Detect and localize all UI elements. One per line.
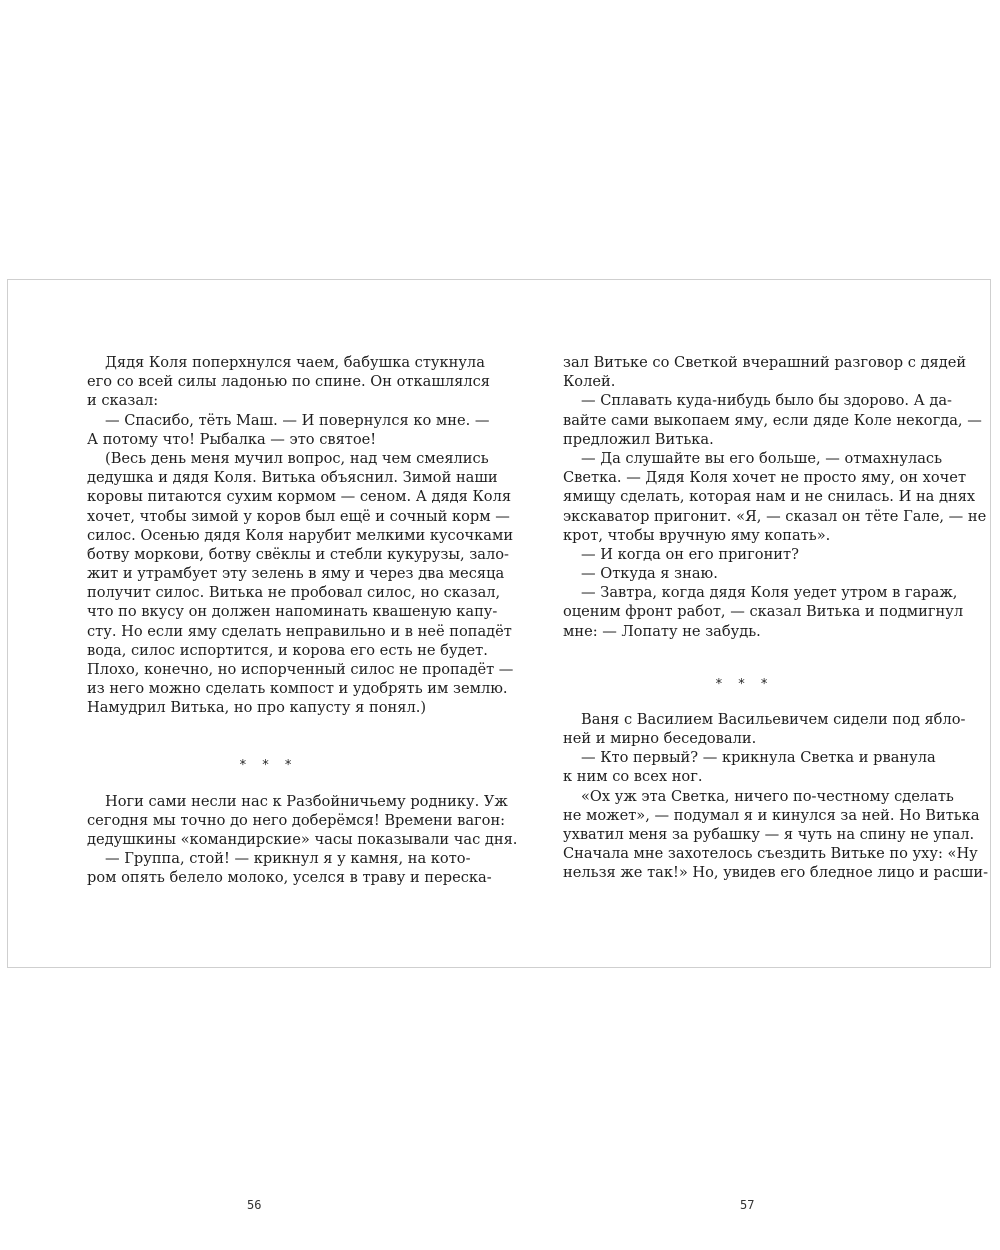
text-line: Ноги сами несли нас к Разбойничьему роднику. Уж xyxy=(105,792,508,810)
text-line: Светка. — Дядя Коля хочет не просто яму, он хочет xyxy=(563,469,967,487)
text-line: предложил Витька. xyxy=(563,430,714,448)
text-line: вайте сами выкопаем яму, если дяде Коле некогда, — xyxy=(563,411,982,429)
text-line: — Кто первый? — крикнула Светка и рванула xyxy=(581,749,936,767)
text-line: ухватил меня за рубашку — я чуть на спину не упал. xyxy=(563,825,975,843)
text-line: мне: — Лопату не забудь. xyxy=(563,622,761,640)
page-number-left: 56 xyxy=(247,1198,262,1212)
text-line: не может», — подумал я и кинулся за ней. Но Витька xyxy=(563,806,980,824)
text-line: сту. Но если яму сделать неправильно и в неё попадёт xyxy=(87,622,512,640)
text-line: крот, чтобы вручную яму копать». xyxy=(563,526,831,544)
right-page-block-2 xyxy=(563,710,989,883)
right-page-text xyxy=(563,353,989,883)
text-line: оценим фронт работ, — сказал Витька и подмигнул xyxy=(563,603,964,621)
text-line: А потому что! Рыбалка — это святое! xyxy=(87,430,377,448)
text-line: Дядя Коля поперхнулся чаем, бабушка стукнула xyxy=(105,354,485,371)
text-line: ботву моркови, ботву свёклы и стебли кукурузы, зало- xyxy=(87,545,509,563)
text-line: «Ох уж эта Светка, ничего по-честному сделать xyxy=(581,787,954,805)
text-line: нельзя же так!» Но, увидев его бледное лицо и расши- xyxy=(563,864,989,882)
left-page-block-1 xyxy=(87,353,514,718)
book-spread xyxy=(7,279,991,1212)
text-line: коровы питаются сухим кормом — сеном. А дядя Коля xyxy=(87,488,512,506)
text-line: жит и утрамбует эту зелень в яму и через два месяца xyxy=(87,565,505,583)
text-line: — Завтра, когда дядя Коля уедет утром в гараж, xyxy=(581,584,958,602)
text-line: — Спасибо, тёть Маш. — И повернулся ко мне. — xyxy=(105,411,490,429)
text-line: сегодня мы точно до него доберёмся! Времени вагон: xyxy=(87,811,506,829)
text-line: Сначала мне захотелось съездить Витьке по уху: «Ну xyxy=(563,845,978,863)
text-line: Плохо, конечно, но испорченный силос не пропадёт — xyxy=(87,661,514,678)
text-line: что по вкусу он должен напоминать квашеную капу- xyxy=(87,603,498,621)
text-line: ней и мирно беседовали. xyxy=(563,730,757,747)
scene-separator: * * * xyxy=(715,676,774,692)
text-line: — И когда он его пригонит? xyxy=(581,545,799,563)
text-line: силос. Осенью дядя Коля нарубит мелкими кусочками xyxy=(87,526,514,544)
right-page-block-1 xyxy=(563,353,987,641)
text-line: получит силос. Витька не пробовал силос, но сказал, xyxy=(87,584,501,602)
text-line: экскаватор пригонит. «Я, — сказал он тёте Гале, — не xyxy=(563,507,987,525)
text-line: ром опять белело молоко, уселся в траву и переска- xyxy=(87,869,492,887)
text-line: Ваня с Василием Васильевичем сидели под ябло- xyxy=(581,710,966,728)
text-line: из него можно сделать компост и удобрять им землю. xyxy=(87,680,508,698)
left-page-block-2 xyxy=(87,792,518,888)
text-line: дедушка и дядя Коля. Витька объяснил. Зимой наши xyxy=(87,469,498,487)
page-number-right: 57 xyxy=(740,1198,755,1212)
text-line: хочет, чтобы зимой у коров был ещё и сочный корм — xyxy=(87,507,510,525)
text-line: — Откуда я знаю. xyxy=(581,565,718,583)
text-line: зал Витьке со Светкой вчерашний разговор с дядей xyxy=(563,354,967,371)
left-page-text xyxy=(87,353,518,888)
text-line: ямищу сделать, которая нам и не снилась. И на днях xyxy=(563,488,976,506)
text-line: к ним со всех ног. xyxy=(563,768,703,786)
text-line: (Весь день меня мучил вопрос, над чем смеялись xyxy=(105,449,489,467)
text-line: Намудрил Витька, но про капусту я понял.) xyxy=(87,699,427,717)
text-line: и сказал: xyxy=(87,392,159,410)
text-line: вода, силос испортится, и корова его есть не будет. xyxy=(87,641,488,659)
text-line: — Да слушайте вы его больше, — отмахнулась xyxy=(581,449,943,467)
text-line: Колей. xyxy=(563,373,616,391)
text-line: дедушкины «командирские» часы показывали час дня. xyxy=(87,830,518,848)
text-line: его со всей силы ладонью по спине. Он откашлялся xyxy=(87,373,491,391)
scene-separator: * * * xyxy=(239,757,298,773)
text-line: — Группа, стой! — крикнул я у камня, на кото- xyxy=(105,850,471,868)
text-line: — Сплавать куда-нибудь было бы здорово. А да- xyxy=(581,392,952,410)
